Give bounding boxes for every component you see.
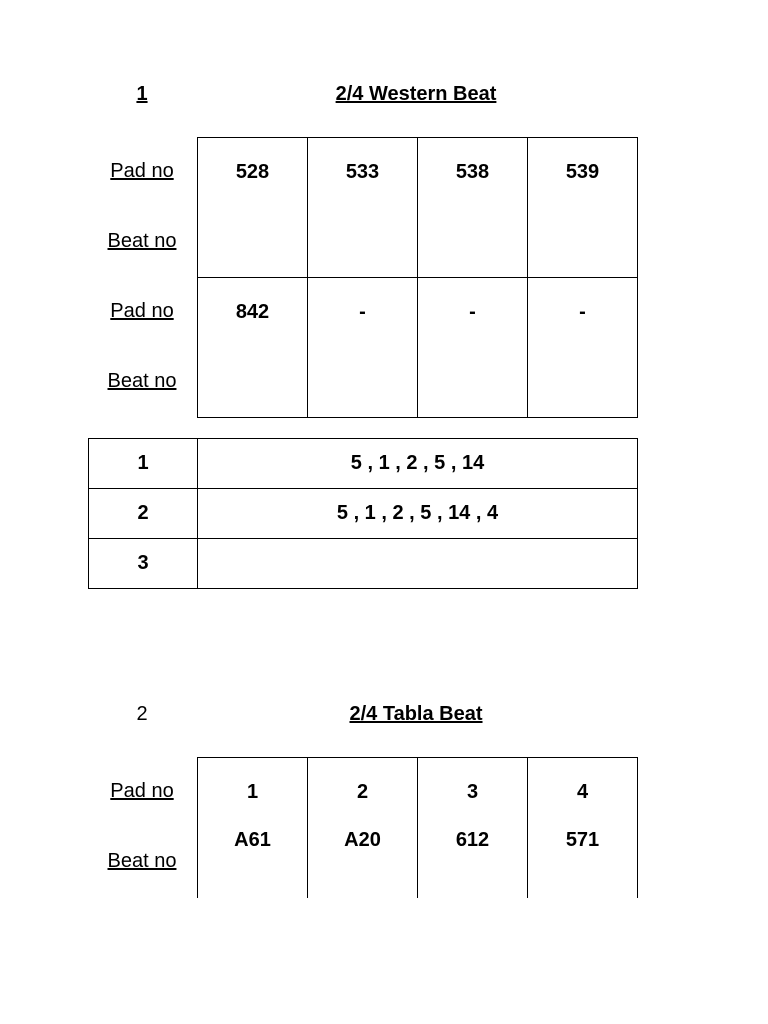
table-cell	[198, 138, 308, 278]
pad-value: -	[579, 301, 586, 323]
pad-value: 539	[565, 161, 600, 183]
table-row	[198, 138, 638, 278]
sequence-value	[198, 539, 638, 589]
table-cell	[198, 278, 308, 418]
pad-value: -	[469, 301, 476, 323]
pad-value: 842	[235, 301, 270, 323]
pad-value: -	[359, 301, 366, 323]
beat-value: A61	[234, 829, 271, 851]
pad-value: 533	[345, 161, 380, 183]
section-title: 2/4 Tabla Beat	[349, 703, 483, 725]
table-row	[89, 539, 638, 589]
sequence-number: 1	[89, 439, 198, 489]
section-title: 2/4 Western Beat	[335, 83, 497, 105]
beat-value	[308, 191, 417, 209]
beat-value	[198, 191, 307, 209]
beat-value	[528, 331, 637, 349]
table-cell	[308, 758, 418, 898]
section-number: 1	[136, 83, 148, 105]
pad-value: 1	[246, 781, 259, 803]
row-label-pad: Pad no	[110, 300, 174, 322]
beat-value: 612	[455, 829, 490, 851]
table-cell	[418, 758, 528, 898]
pad-value: 538	[455, 161, 490, 183]
pad-beat-table	[197, 137, 638, 418]
beat-value: A20	[344, 829, 381, 851]
sequence-value: 5 , 1 , 2 , 5 , 14	[198, 439, 638, 489]
table-row	[89, 489, 638, 539]
sequence-number: 3	[89, 539, 198, 589]
table-cell	[418, 278, 528, 418]
row-label-beat: Beat no	[107, 850, 177, 872]
pad-value: 528	[235, 161, 270, 183]
table-cell	[308, 278, 418, 418]
table-cell	[418, 138, 528, 278]
sequence-table	[88, 438, 638, 589]
table-cell	[308, 138, 418, 278]
pad-beat-table	[197, 757, 638, 898]
beat-value: 571	[565, 829, 600, 851]
pad-value: 3	[466, 781, 479, 803]
beat-value	[198, 331, 307, 349]
sequence-number: 2	[89, 489, 198, 539]
beat-value	[418, 331, 527, 349]
table-cell	[528, 278, 638, 418]
table-row	[198, 278, 638, 418]
beat-value	[308, 331, 417, 349]
table-row	[89, 439, 638, 489]
row-label-pad: Pad no	[110, 780, 174, 802]
table-row	[198, 758, 638, 898]
beat-value	[528, 191, 637, 209]
table-cell	[198, 758, 308, 898]
beat-value	[418, 191, 527, 209]
sequence-value: 5 , 1 , 2 , 5 , 14 , 4	[198, 489, 638, 539]
row-label-beat: Beat no	[107, 370, 177, 392]
table-cell	[528, 758, 638, 898]
pad-value: 4	[576, 781, 589, 803]
table-cell	[528, 138, 638, 278]
section-number: 2	[136, 703, 148, 725]
row-label-pad: Pad no	[110, 160, 174, 182]
row-label-beat: Beat no	[107, 230, 177, 252]
pad-value: 2	[356, 781, 369, 803]
